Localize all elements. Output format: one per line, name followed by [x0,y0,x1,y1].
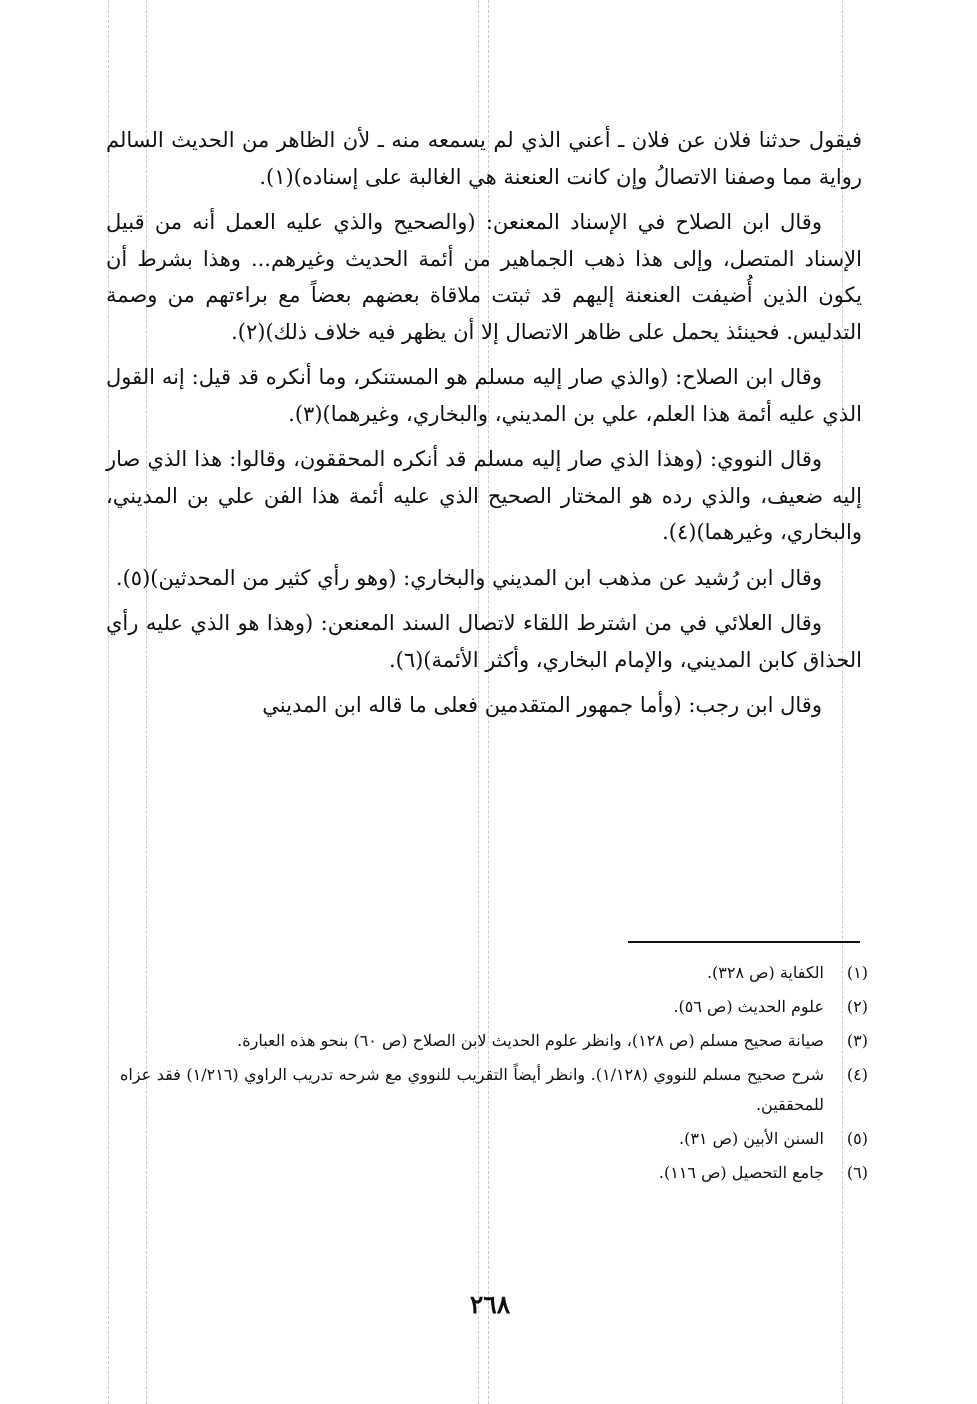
footnote [120,992,868,1022]
footnote-text: صيانة صحيح مسلم (ص ١٢٨)، وانظر علوم الحديث لابن الصلاح (ص ٦٠) بنحو هذه العبارة. [237,1031,824,1050]
footnote-text: علوم الحديث (ص ٥٦). [673,997,824,1016]
paragraph: وقال ابن رجب: (وأما جمهور المتقدمين فعلى ما قاله ابن المديني [262,693,822,717]
paragraph: وقال ابن رُشيد عن مذهب ابن المديني والبخاري: (وهو رأي كثير من المحدثين)(٥). [115,565,822,590]
footnotes [120,958,868,1192]
footnote-text: جامع التحصيل (ص ١١٦). [658,1163,824,1182]
paragraph: فيقول حدثنا فلان عن فلان ـ أعني الذي لم يسمعه منه ـ لأن الظاهر من الحديث السالم رواية مما وصفنا الاتصالُ وإن كانت العنعنة هي الغالبة على إسناده)(١). [106,128,862,189]
footnote-number: (٢) [846,997,868,1016]
footnote-separator [628,941,860,943]
paragraph: وقال العلائي في من اشترط اللقاء لاتصال السند المعنعن: (وهذا هو الذي عليه رأي الحذاق كابن المديني، والإمام البخاري، وأكثر الأئمة)(٦). [106,611,862,672]
footnote [120,1124,868,1154]
footnote-text: شرح صحيح مسلم للنووي (١/١٢٨). وانظر أيضاً التقريب للنووي مع شرحه تدريب الراوي (١/٢١٦) فقد عزاه للمحققين. [120,1065,824,1114]
footnote-number: (١) [846,963,868,982]
footnote-number: (٤) [846,1065,868,1084]
footnote-text: السنن الأبين (ص ٣١). [679,1129,824,1148]
footnote [120,1026,868,1056]
footnote [120,1158,868,1188]
paragraph: وقال ابن الصلاح: (والذي صار إليه مسلم هو المستنكر، وما أنكره قد قيل: إنه القول الذي عليه أئمة هذا العلم، علي بن المديني، والبخاري، وغيرهما)(٣). [106,365,862,426]
main-text [106,122,862,733]
footnote [120,958,868,988]
paragraph: وقال ابن الصلاح في الإسناد المعنعن: (والصحيح والذي عليه العمل أنه من قبيل الإسناد المتصل، وإلى هذا ذهب الجماهير من أئمة الحديث وغيرهم... وهذا بشرط أن يكون الذين أُضيفت العنعنة إليهم قد ثبتت ملاقاة بعضهم بعضاً مع براءتهم من وصمة التدليس. فحينئذ يحمل على ظاهر الاتصال إلا أن يظهر فيه خلاف ذلك)(٢). [106,210,862,344]
footnote-number: (٣) [846,1031,868,1050]
footnote [120,1060,868,1120]
paragraph: وقال النووي: (وهذا الذي صار إليه مسلم قد أنكره المحققون، وقالوا: هذا الذي صار إليه ضعيف، والذي رده هو المختار الصحيح الذي عليه أئمة هذا الفن علي بن المديني، والبخاري، وغيرهما)(٤). [106,447,862,544]
footnote-text: الكفاية (ص ٣٢٨). [706,963,824,982]
footnote-number: (٦) [846,1163,868,1182]
page-number: ٢٦٨ [469,1290,511,1319]
footnote-number: (٥) [846,1129,868,1148]
